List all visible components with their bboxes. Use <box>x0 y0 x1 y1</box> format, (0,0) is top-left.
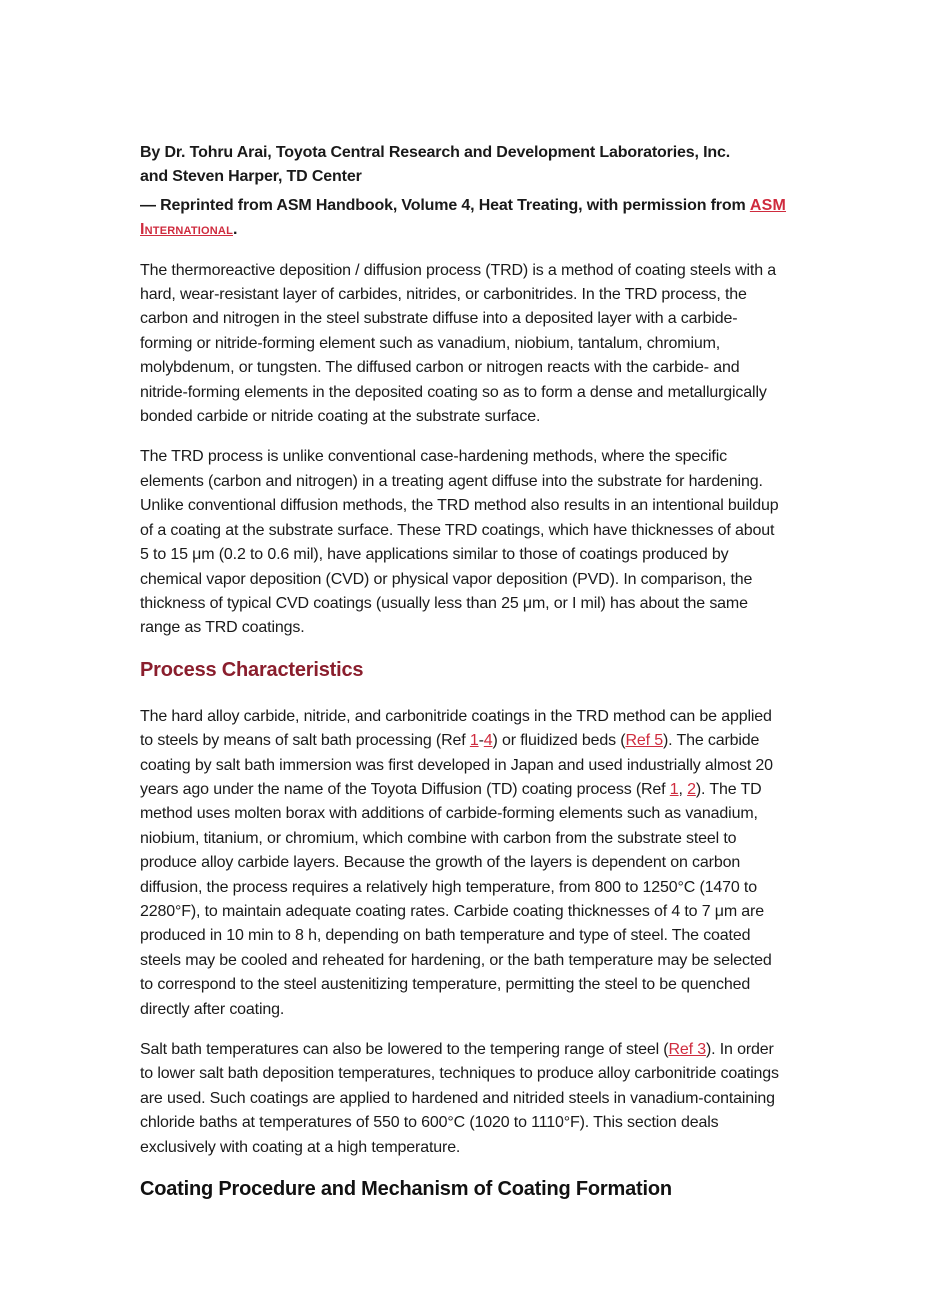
text-run: , <box>678 780 688 798</box>
document-content <box>140 141 787 1202</box>
section-heading-process-characteristics: Process Characteristics <box>140 658 364 681</box>
ref-1-link[interactable]: 1 <box>669 780 679 798</box>
byline-authors: By Dr. Tohru Arai, Toyota Central Research and Development Laboratories, Inc. and Steven Harper, TD Center <box>140 144 731 186</box>
paragraph-trd-intro <box>140 259 787 430</box>
paragraph-trd-comparison <box>140 445 787 640</box>
text-run: — Reprinted from ASM Handbook, Volume 4, Heat Treating, with permission from <box>140 196 750 214</box>
text-run: Salt bath temperatures can also be lowered to the tempering range of steel ( <box>140 1041 669 1058</box>
text-run: The hard alloy carbide, nitride, and carbonitride coatings in the TRD method can be applied to steels by means of salt bath processing (Ref <box>140 707 772 750</box>
text-run: The thermoreactive deposition / diffusion process (TRD) is a method of coating steels with a hard, wear-resistant layer of carbides, nitrides, or carbonitrides. In the TRD process, the carbon and nitrogen in the steel substrate diffuse into a deposited layer with a carbide-forming or nitride-forming element such as vanadium, niobium, tantalum, chromium, molybdenum, or tungsten. The diffused carbon or nitrogen reacts with the carbide- and nitride-forming elements in the deposited coating so as to form a dense and metallurgically bonded carbide or nitride coating at the substrate surface. <box>140 261 776 426</box>
section-heading-coating-procedure: Coating Procedure and Mechanism of Coating Formation <box>140 1178 672 1201</box>
ref-1-link[interactable]: 1 <box>469 732 479 750</box>
ref-3-link[interactable]: Ref 3 <box>668 1041 706 1058</box>
paragraph-salt-bath-temperatures <box>140 1038 787 1160</box>
ref-4-link[interactable]: 4 <box>483 732 493 750</box>
text-run: - <box>478 732 484 750</box>
text-run: . <box>233 221 238 239</box>
paragraph-process-details <box>140 705 787 1022</box>
text-run: ). The carbide coating by salt bath immersion was first developed in Japan and used industrially almost 20 years ago under the name of the Toyota Diffusion (TD) coating process (Ref <box>140 732 773 798</box>
reprint-note <box>140 194 787 243</box>
text-run: ). The TD method uses molten borax with additions of carbide-forming elements such as vanadium, niobium, titanium, or chromium, which combine with carbon from the substrate steel to produce alloy carbide layers. Because the growth of the layers is dependent on carbon diffusion, the process requires a relatively high temperature, from 800 to 1250°C (1470 to 2280°F), to maintain adequate coating rates. Carbide coating thicknesses of 4 to 7 μm are produced in 10 min to 8 h, depending on bath temperature and type of steel. The coated steels may be cooled and reheated for hardening, or the bath temperature may be selected to correspond to the steel austenitizing temperature, permitting the steel to be quenched directly after coating. <box>140 780 772 1018</box>
asm-international-link[interactable]: ASM International <box>140 196 787 239</box>
ref-5-link[interactable]: Ref 5 <box>625 732 663 750</box>
ref-2-link[interactable]: 2 <box>687 780 696 798</box>
text-run: The TRD process is unlike conventional case-hardening methods, where the specific elements (carbon and nitrogen) in a treating agent diffuse into the substrate for hardening. Unlike conventional diffusion methods, the TRD method also results in an intentional buildup of a coating at the substrate surface. These TRD coatings, which have thicknesses of about 5 to 15 μm (0.2 to 0.6 mil), have applications similar to those of coatings produced by chemical vapor deposition (CVD) or physical vapor deposition (PVD). In comparison, the thickness of typical CVD coatings (usually less than 25 μm, or I mil) has about the same range as TRD coatings. <box>140 448 779 637</box>
text-run: ) or fluidized beds ( <box>492 732 626 750</box>
text-run: ). In order to lower salt bath deposition temperatures, techniques to produce alloy carbonitride coatings are used. Such coatings are applied to hardened and nitrided steels in vanadium-containing chloride baths at temperatures of 550 to 600°C (1020 to 1110°F). This section deals exclusively with coating at a high temperature. <box>140 1041 779 1156</box>
